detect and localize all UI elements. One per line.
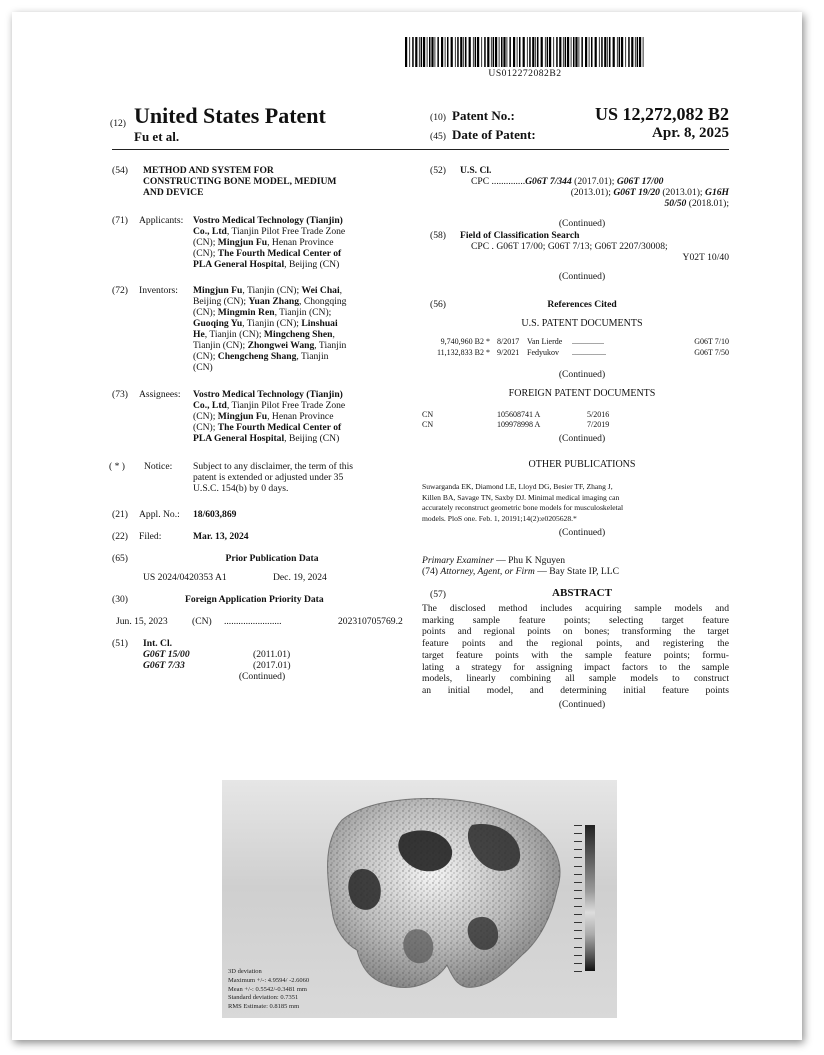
- ref-dots: ................: [572, 337, 604, 346]
- assignee-name: PLA General Hospital: [193, 433, 285, 444]
- title-line-1: METHOD AND SYSTEM FOR: [143, 165, 274, 176]
- ref-name: Fedyukov: [527, 348, 559, 357]
- barcode-bar: [484, 37, 486, 67]
- barcode-bar: [501, 37, 503, 67]
- inventor-name: Mingcheng Shen: [263, 329, 333, 340]
- barcode-bar: [437, 37, 439, 67]
- barcode-bar: [545, 37, 546, 67]
- colorbar-tick: [574, 874, 582, 875]
- code-51: (51): [112, 638, 128, 649]
- barcode-bar: [477, 37, 479, 67]
- barcode-bar: [415, 37, 417, 67]
- inventor-location: Beijing (CN);: [193, 296, 249, 307]
- ref-class: G06T 7/10: [694, 337, 729, 346]
- cpc-prefix: CPC ..............: [471, 176, 526, 187]
- inventor-name: Mingmin Ren: [217, 307, 275, 318]
- applicant-location: , Tianjin Pilot Free Trade Zone: [226, 226, 346, 237]
- barcode-bar: [495, 37, 497, 67]
- abstract-line: an initial model, and determining initial feature points: [422, 684, 729, 696]
- foreign-docs-title: FOREIGN PATENT DOCUMENTS: [508, 388, 656, 399]
- inventor-location: , Tianjin (CN);: [242, 318, 302, 329]
- notice-text: U.S.C. 154(b) by 0 days.: [193, 483, 289, 494]
- inventors-line: [193, 285, 342, 296]
- barcode-bar: [491, 37, 492, 67]
- colorbar-tick: [574, 914, 582, 915]
- ref-number: 9,740,960 B2 *: [440, 337, 490, 346]
- barcode-number: US012272082B2: [488, 68, 562, 79]
- examiner-line: [422, 555, 565, 566]
- assignees-line: [193, 389, 343, 400]
- references-cited-title: References Cited: [547, 299, 617, 310]
- assignee-name: Co., Ltd: [193, 400, 227, 411]
- barcode-bar: [469, 37, 471, 67]
- continued-label: (Continued): [558, 218, 606, 229]
- barcode-bar: [513, 37, 515, 67]
- barcode-bar: [559, 37, 561, 67]
- assignee-location: , Tianjin Pilot Free Trade Zone: [226, 400, 346, 411]
- abstract-line: target feature points with the sample feature points; formu-: [422, 649, 729, 661]
- cpc-line: [471, 176, 663, 187]
- barcode-bar: [549, 37, 551, 67]
- other-pub-line: Suwarganda EK, Diamond LE, Lloyd DG, Besier TF, Zhang J,: [422, 482, 613, 491]
- barcode-bar: [451, 37, 453, 67]
- code-58: (58): [430, 230, 446, 241]
- assignees-line: [193, 422, 341, 433]
- assignee-name: Vostro Medical Technology (Tianjin): [193, 389, 343, 400]
- barcode-bar: [535, 37, 536, 67]
- inventor-name: Yuan Zhang: [248, 296, 300, 307]
- inventor-location: , Tianjin (CN);: [274, 307, 332, 318]
- inventor-location: , Tianjin (CN);: [204, 329, 264, 340]
- intcl-code: G06T 15/00: [143, 649, 190, 660]
- barcode-bar: [507, 37, 508, 67]
- assignee-location: (CN);: [193, 411, 218, 422]
- cpc-date: (2017.01);: [571, 176, 617, 187]
- inventor-location: , Chongqing: [299, 296, 347, 307]
- barcode-bar: [421, 37, 423, 67]
- barcode-bar: [547, 37, 549, 67]
- inventor-name: Linshuai: [301, 318, 338, 329]
- barcode-bar: [563, 37, 564, 67]
- other-pub-line: models. PloS one. Feb. 1, 20191;14(2):e0205628.*: [422, 513, 577, 523]
- caption-line: 3D deviation: [228, 968, 262, 976]
- barcode-bar: [423, 37, 425, 67]
- assignee-name: Mingjun Fu: [217, 411, 268, 422]
- colorbar-tick: [574, 971, 582, 972]
- barcode-bar: [635, 37, 636, 67]
- barcode-bar: [619, 37, 621, 67]
- code-45: (45): [430, 131, 446, 142]
- applicant-name: PLA General Hospital: [193, 259, 285, 270]
- barcode-bar: [455, 37, 456, 67]
- colorbar-tick: [574, 947, 582, 948]
- barcode-bar: [517, 37, 518, 67]
- barcode-bar: [481, 37, 482, 67]
- field-search-label: Field of Classification Search: [460, 230, 580, 241]
- barcode-bar: [599, 37, 600, 67]
- code-71: (71): [112, 215, 128, 226]
- barcode-bar: [473, 37, 474, 67]
- applicant-name: The Fourth Medical Center of: [217, 248, 342, 259]
- barcode-bar: [409, 37, 410, 67]
- applicants-line: [193, 248, 341, 259]
- title-line-3: AND DEVICE: [143, 187, 204, 198]
- patent-number: US 12,272,082 B2: [594, 104, 729, 124]
- barcode-bar: [475, 37, 477, 67]
- ref-dots: .................: [572, 348, 606, 357]
- document-type: United States Patent: [134, 103, 326, 128]
- barcode-bar: [571, 37, 572, 67]
- ref-date: 9/2021: [497, 348, 520, 357]
- ref-number: 11,132,833 B2 *: [436, 348, 490, 357]
- cpc-code: G06T 17/00: [616, 176, 664, 187]
- barcode-bar: [532, 37, 534, 67]
- applicants-line: [193, 215, 343, 226]
- colorbar-tick: [574, 882, 582, 883]
- continued-label: (Continued): [238, 671, 286, 682]
- barcode-bar: [457, 37, 459, 67]
- title-line-2: CONSTRUCTING BONE MODEL, MEDIUM: [143, 176, 337, 187]
- colorbar-tick: [574, 922, 582, 923]
- barcode-bar: [621, 37, 623, 67]
- barcode-bar: [643, 37, 644, 67]
- barcode: [405, 37, 645, 67]
- uscl-label: U.S. Cl.: [460, 165, 492, 176]
- prior-pub-date: Dec. 19, 2024: [273, 572, 327, 583]
- caption-line: RMS Estimate: 0.8185 mm: [228, 1003, 300, 1011]
- us-docs-title: U.S. PATENT DOCUMENTS: [521, 318, 643, 329]
- ref-number: 105608741 A: [497, 410, 541, 419]
- colorbar-tick: [574, 857, 582, 858]
- inventor-location: , Tianjin (CN);: [242, 285, 302, 296]
- barcode-bar: [519, 37, 521, 67]
- cpc-date: (2013.01);: [659, 187, 706, 198]
- other-pub-line: Killen BA, Savage TN, Saxby DJ. Minimal medical imaging can: [422, 492, 620, 502]
- barcode-bar: [613, 37, 615, 67]
- ref-name: Van Lierde: [527, 337, 563, 346]
- assignee-location: (CN);: [193, 422, 218, 433]
- barcode-bar: [637, 37, 639, 67]
- inventor-name: Zhongwei Wang: [247, 340, 315, 351]
- foreign-priority-title: Foreign Application Priority Data: [185, 594, 324, 605]
- barcode-bar: [595, 37, 597, 67]
- fp-number: 202310705769.2: [338, 616, 403, 627]
- barcode-bar: [431, 37, 433, 67]
- prior-pub-number: US 2024/0420353 A1: [143, 572, 227, 583]
- other-pub-title: OTHER PUBLICATIONS: [528, 459, 636, 470]
- barcode-bar: [579, 37, 580, 67]
- colorbar-tick: [574, 955, 582, 956]
- abstract-line: lating a strategy for assigning impact factors to the sample: [422, 661, 729, 673]
- ref-country: CN: [422, 420, 434, 429]
- code-21: (21): [112, 509, 128, 520]
- caption-line: Mean +/-: 0.5542/-0.3481 mm: [228, 985, 307, 993]
- colorbar-tick: [574, 963, 582, 964]
- applicant-location: , Henan Province: [267, 237, 334, 248]
- separator: ,: [339, 285, 343, 296]
- barcode-bar: [607, 37, 608, 67]
- caption-line: Standard deviation: 0.7351: [228, 994, 299, 1002]
- attorney-name: — Bay State IP, LLC: [534, 566, 620, 577]
- inventor-name: Wei Chai: [301, 285, 340, 296]
- abstract-title: ABSTRACT: [552, 587, 612, 599]
- barcode-bar: [625, 37, 626, 67]
- field-search-line: CPC . G06T 17/00; G06T 7/13; G06T 2207/30008;: [471, 241, 668, 252]
- code-74: (74): [422, 566, 438, 577]
- patent-page: [12, 12, 802, 1040]
- applicant-location: (CN);: [193, 237, 218, 248]
- barcode-bar: [465, 37, 467, 67]
- cpc-line: [471, 187, 729, 198]
- code-65: (65): [112, 553, 128, 564]
- barcode-bar: [639, 37, 641, 67]
- barcode-bar: [601, 37, 603, 67]
- barcode-bar: [445, 37, 446, 67]
- code-72: (72): [112, 285, 128, 296]
- cpc-date: (2013.01);: [570, 187, 614, 198]
- authors: Fu et al.: [134, 129, 180, 144]
- cpc-code: G16H: [705, 187, 729, 198]
- applicants-label: Applicants:: [139, 215, 184, 226]
- barcode-bar: [412, 37, 414, 67]
- code-73: (73): [112, 389, 128, 400]
- examiner-label: Primary Examiner: [422, 555, 494, 566]
- barcode-bar: [553, 37, 554, 67]
- code-54: (54): [112, 165, 128, 176]
- header-rule: [112, 149, 729, 150]
- barcode-bar: [575, 37, 577, 67]
- barcode-bar: [523, 37, 525, 67]
- barcode-bar: [585, 37, 587, 67]
- assignees-line: [193, 411, 333, 422]
- inventors-line: [193, 296, 346, 307]
- barcode-bar: [527, 37, 528, 67]
- ref-date: 8/2017: [497, 337, 520, 346]
- appl-no: 18/603,869: [193, 509, 237, 520]
- bone-deviation-figure: [222, 780, 617, 1018]
- inventor-location: , Tianjin: [314, 340, 347, 351]
- barcode-bar: [628, 37, 630, 67]
- barcode-bar: [591, 37, 593, 67]
- continued-label: (Continued): [558, 527, 606, 538]
- applicant-name: Vostro Medical Technology (Tianjin): [193, 215, 343, 226]
- separator: ,: [332, 329, 335, 340]
- fp-date: Jun. 15, 2023: [116, 616, 168, 627]
- inventor-name: Mingjun Fu: [193, 285, 243, 296]
- barcode-bar: [617, 37, 618, 67]
- abstract-line: points and regional points on bones; transforming the target: [422, 626, 729, 638]
- cpc-code: 50/50: [664, 198, 687, 209]
- inventors-line: [193, 351, 328, 362]
- barcode-bar: [573, 37, 575, 67]
- field-search-line: Y02T 10/40: [682, 252, 729, 263]
- ref-number: 109978998 A: [497, 420, 541, 429]
- inventors-line: [193, 318, 338, 329]
- applicants-line: [193, 259, 339, 270]
- colorbar-tick: [574, 930, 582, 931]
- barcode-bar: [487, 37, 489, 67]
- colorbar-tick: [574, 890, 582, 891]
- barcode-bar: [447, 37, 449, 67]
- barcode-bar: [460, 37, 462, 67]
- code-52: (52): [430, 165, 446, 176]
- continued-label: (Continued): [558, 271, 606, 282]
- cpc-date: (2018.01);: [686, 198, 729, 209]
- colorbar-tick: [574, 825, 582, 826]
- barcode-bar: [589, 37, 590, 67]
- applicant-name: Mingjun Fu: [217, 237, 268, 248]
- code-12: (12): [110, 118, 126, 129]
- inventor-name: Chengcheng Shang: [217, 351, 297, 362]
- barcode-bar: [419, 37, 420, 67]
- continued-label: (Continued): [558, 699, 606, 710]
- ref-country: CN: [422, 410, 434, 419]
- colorbar-tick: [574, 906, 582, 907]
- applicant-name: Co., Ltd: [193, 226, 227, 237]
- attorney-line: [422, 566, 619, 577]
- barcode-bar: [441, 37, 443, 67]
- colorbar-tick: [574, 833, 582, 834]
- caption-line: Maximum +/-: 4.9594/ -2.6060: [228, 976, 310, 984]
- date-label: Date of Patent:: [452, 127, 536, 142]
- intcl-label: Int. Cl.: [143, 638, 173, 649]
- code-22: (22): [112, 531, 128, 542]
- barcode-bar: [631, 37, 633, 67]
- inventor-location: (CN);: [193, 351, 218, 362]
- abstract-line: models, linearly combining all sample models to construct: [422, 673, 729, 685]
- colorbar-tick: [574, 898, 582, 899]
- applicants-line: [193, 226, 345, 237]
- attorney-label: Attorney, Agent, or Firm: [440, 566, 535, 577]
- inventor-name: Guoqing Yu: [193, 318, 243, 329]
- inventors-line: [193, 340, 346, 351]
- inventors-line: (CN): [193, 362, 213, 373]
- figure-caption: [228, 968, 309, 1012]
- applicants-line: [193, 237, 333, 248]
- assignees-label: Assignees:: [139, 389, 181, 400]
- abstract-line: The disclosed method includes acquiring sample models and: [422, 603, 729, 614]
- assignees-line: [193, 400, 345, 411]
- assignee-name: The Fourth Medical Center of: [217, 422, 342, 433]
- intcl-date: (2017.01): [253, 660, 291, 671]
- barcode-bar: [435, 37, 436, 67]
- barcode-bar: [609, 37, 611, 67]
- barcode-bar: [556, 37, 558, 67]
- inventors-label: Inventors:: [139, 285, 178, 296]
- barcode-bar: [529, 37, 531, 67]
- barcode-bar: [537, 37, 539, 67]
- barcode-bar: [509, 37, 511, 67]
- ref-date: 7/2019: [587, 420, 610, 429]
- assignees-line: [193, 433, 339, 444]
- filed-label: Filed:: [139, 531, 162, 542]
- barcode-bar: [405, 37, 407, 67]
- barcode-bar: [541, 37, 543, 67]
- barcode-bar: [463, 37, 464, 67]
- barcode-bar: [429, 37, 431, 67]
- inventors-line: [193, 329, 335, 340]
- ref-class: G06T 7/50: [694, 348, 729, 357]
- assignee-location: , Beijing (CN): [284, 433, 340, 444]
- applicant-location: , Beijing (CN): [284, 259, 340, 270]
- code-56: (56): [430, 299, 446, 310]
- inventor-location: , Tianjin: [296, 351, 329, 362]
- abstract-line: marking sample feature points; selecting target feature: [422, 614, 729, 626]
- patent-date: Apr. 8, 2025: [652, 125, 729, 141]
- notice-text: Subject to any disclaimer, the term of this: [193, 461, 354, 472]
- code-10: (10): [430, 112, 446, 123]
- applicant-location: (CN);: [193, 248, 218, 259]
- notice-text: patent is extended or adjusted under 35: [193, 472, 344, 483]
- inventor-location: Tianjin (CN);: [193, 340, 248, 351]
- barcode-bar: [427, 37, 428, 67]
- colorbar-tick: [574, 938, 582, 939]
- code-57: (57): [430, 589, 446, 600]
- prior-pub-title: Prior Publication Data: [225, 553, 319, 564]
- appl-no-label: Appl. No.:: [139, 509, 180, 520]
- colorbar-tick: [574, 866, 582, 867]
- notice-label: Notice:: [144, 461, 173, 472]
- examiner-name: — Phu K Nguyen: [493, 555, 566, 566]
- barcode-bar: [493, 37, 495, 67]
- code-30: (30): [112, 594, 128, 605]
- barcode-bar: [567, 37, 569, 67]
- barcode-bar: [499, 37, 500, 67]
- assignee-location: , Henan Province: [267, 411, 334, 422]
- color-scale-bar: [585, 825, 595, 971]
- inventors-line: [193, 307, 331, 318]
- colorbar-tick: [574, 841, 582, 842]
- cpc-code: G06T 7/344: [525, 176, 572, 187]
- cpc-line: [471, 198, 729, 209]
- inventor-name: He: [193, 329, 205, 340]
- cpc-code: G06T 19/20: [613, 187, 660, 198]
- inventor-location: (CN);: [193, 307, 218, 318]
- colorbar-tick: [574, 849, 582, 850]
- other-pub-line: accurately reconstruct geometric bone models for musculoskeletal: [422, 503, 624, 512]
- continued-label: (Continued): [558, 433, 606, 444]
- barcode-bar: [581, 37, 583, 67]
- fp-dots: ........................: [224, 616, 282, 627]
- continued-label: (Continued): [558, 369, 606, 380]
- barcode-bar: [604, 37, 606, 67]
- patent-no-label: Patent No.:: [452, 108, 515, 123]
- fp-country: (CN): [192, 616, 212, 627]
- barcode-bar: [503, 37, 505, 67]
- abstract-line: feature points and the regional points, and registering the: [422, 638, 729, 650]
- intcl-code: G06T 7/33: [143, 660, 185, 671]
- ref-date: 5/2016: [587, 410, 610, 419]
- filed-date: Mar. 13, 2024: [193, 531, 249, 542]
- barcode-bar: [565, 37, 567, 67]
- code-notice: ( * ): [109, 461, 125, 472]
- intcl-date: (2011.01): [253, 649, 291, 660]
